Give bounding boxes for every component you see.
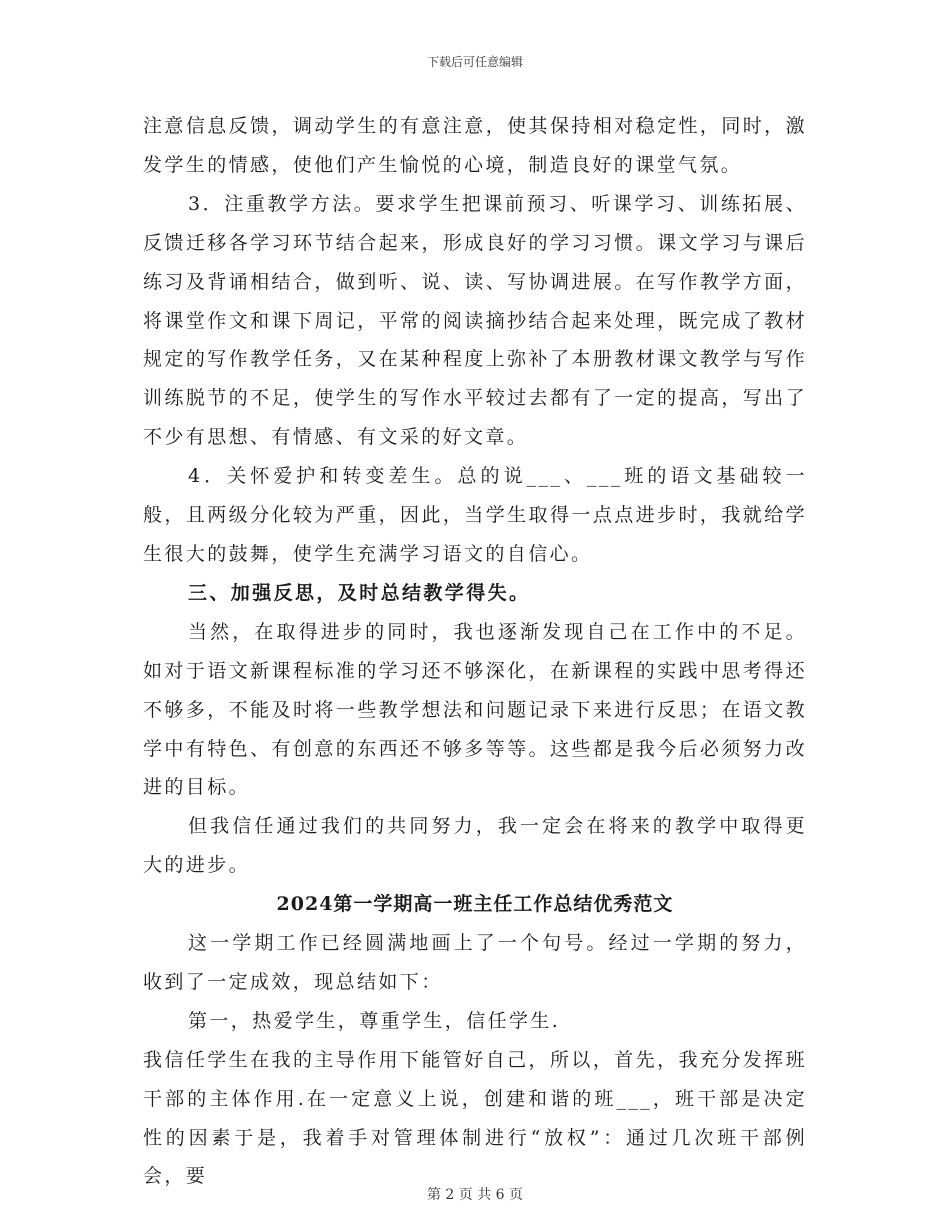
paragraph-closing: 但我信任通过我们的共同努力，我一定会在将来的教学中取得更大的进步。 — [143, 815, 807, 877]
paragraph-continuation: 注意信息反馈，调动学生的有意注意，使其保持相对稳定性，同时，激发学生的情感，使他们产生愉悦的心境，制造良好的课堂气氛。 — [143, 115, 807, 176]
document-body — [143, 107, 807, 1196]
paragraph-intro: 这一学期工作已经圆满地画上了一个句号。经过一学期的努力，收到了一定成效，现总结如下： — [143, 932, 807, 993]
paragraph-reflection: 当然，在取得进步的同时，我也逐渐发现自己在工作中的不足。如对于语文新课程标准的学习还不够深化，在新课程的实践中思考得还不够多，不能及时将一些教学想法和问题记录下来进行反思；在语文教学中有特色、有创意的东西还不够多等等。这些都是我今后必须努力改进的目标。 — [143, 620, 807, 799]
page-header: 下载后可任意编辑 — [426, 55, 523, 69]
paragraph-item-4: 4．关怀爱护和转变差生。总的说___、___班的语文基础较一般，且两级分化较为严重，因此，当学生取得一点点进步时，我就给学生很大的鼓舞，使学生充满学习语文的自信心。 — [143, 465, 807, 565]
article-title: 2024第一学期高一班主任工作总结优秀范文 — [276, 893, 674, 916]
page-footer: 第 2 页 共 6 页 — [426, 1187, 524, 1203]
paragraph-item-3: 3．注重教学方法。要求学生把课前预习、听课学习、训练拓展、反馈迁移各学习环节结合起来，形成良好的学习习惯。课文学习与课后练习及背诵相结合，做到听、说、读、写协调进展。在写作教学方面，将课堂作文和课下周记，平常的阅读摘抄结合起来处理，既完成了教材规定的写作教学任务，又在某种程度上弥补了本册教材课文教学与写作训练脱节的不足，使学生的写作水平较过去都有了一定的提高，写出了不少有思想、有情感、有文采的好文章。 — [143, 192, 807, 449]
paragraph-body: 我信任学生在我的主导作用下能管好自己，所以，首先，我充分发挥班干部的主体作用.在一定意义上说，创建和谐的班___，班干部是决定性的因素于是，我着手对管理体制进行“放权”：通过几次班干部例会，要 — [143, 1048, 807, 1188]
section-heading: 三、加强反思，及时总结教学得失。 — [188, 581, 531, 604]
paragraph-point-1: 第一，热爱学生，尊重学生，信任学生. — [188, 1009, 561, 1032]
